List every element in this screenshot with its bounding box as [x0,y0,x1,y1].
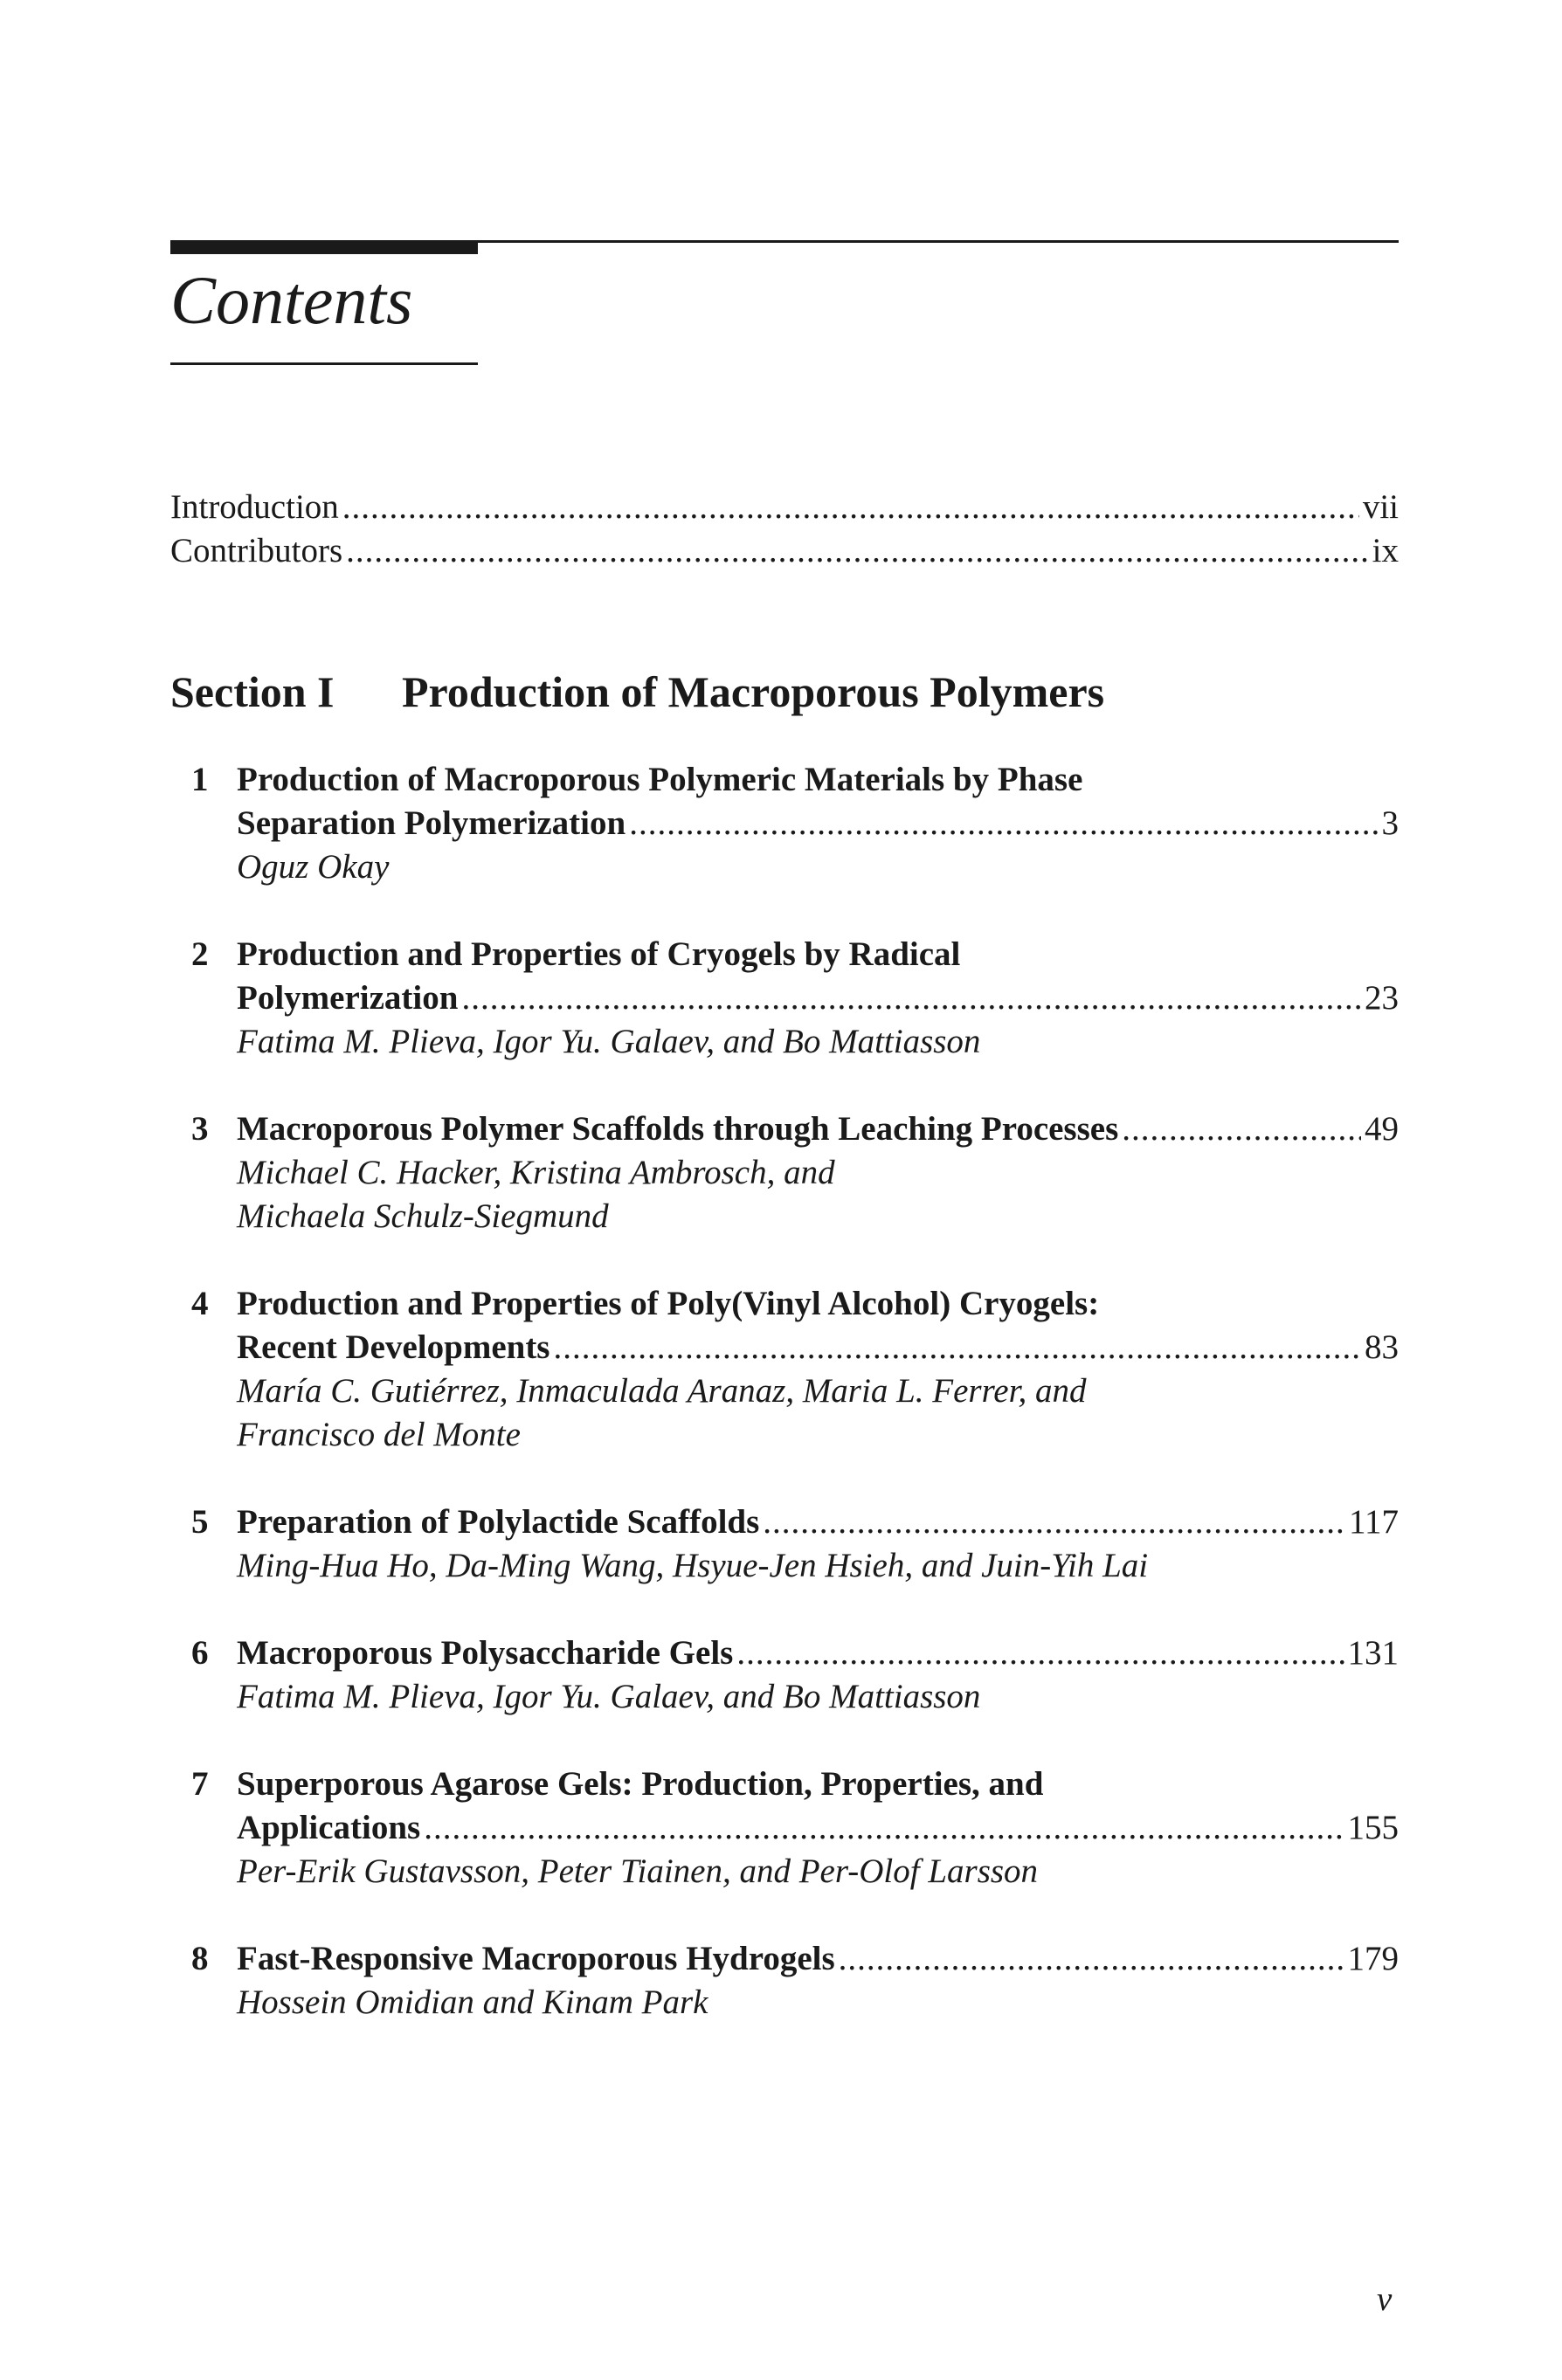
toc-chapter-3[interactable] [170,1107,1399,1238]
dot-leader [346,529,1368,573]
chapter-title-line: Production and Properties of Cryogels by Radical [237,935,961,973]
chapter-page: 49 [1365,1110,1399,1148]
dot-leader [553,1326,1361,1369]
toc-chapter-2[interactable] [170,933,1399,1064]
dot-leader [424,1806,1344,1850]
toc-entry-introduction[interactable] [170,486,1399,529]
chapter-title: Separation Polymerization [237,804,626,842]
dot-leader [1122,1107,1361,1151]
chapter-page: 23 [1365,979,1399,1017]
dot-leader [763,1500,1345,1544]
chapter-title: Fast-Responsive Macroporous Hydrogels [237,1940,835,1977]
toc-entry-page: ix [1372,532,1399,569]
chapter-authors: Hossein Omidian and Kinam Park [237,1983,708,2021]
chapter-authors: Oguz Okay [237,848,390,886]
chapter-number: 4 [191,1285,209,1322]
toc-chapter-5[interactable] [170,1500,1399,1588]
section-title: Production of Macroporous Polymers [402,667,1105,716]
page-number: v [1377,2280,1393,2318]
chapter-title: Macroporous Polymer Scaffolds through Leaching Processes [237,1110,1119,1148]
dot-leader [461,976,1361,1020]
chapter-authors: Per-Erik Gustavsson, Peter Tiainen, and Per-Olof Larsson [237,1852,1039,1890]
dot-leader [342,486,1359,529]
chapter-number: 1 [191,761,209,798]
chapter-page: 131 [1347,1634,1399,1672]
chapter-title: Recent Developments [237,1328,550,1366]
dot-leader [629,802,1378,845]
chapter-authors: Michael C. Hacker, Kristina Ambrosch, and [237,1154,835,1191]
toc-chapter-7[interactable] [170,1763,1399,1894]
chapter-title: Polymerization [237,979,459,1017]
chapter-number: 5 [191,1503,209,1541]
chapter-authors: Fatima M. Plieva, Igor Yu. Galaev, and Bo Mattiasson [237,1023,981,1060]
chapter-page: 83 [1365,1328,1399,1366]
chapter-number: 2 [191,935,209,973]
header-rule-thick [170,240,478,254]
chapter-title-line: Production of Macroporous Polymeric Materials by Phase [237,761,1083,798]
chapter-title: Applications [237,1809,421,1846]
chapter-authors: Ming-Hua Ho, Da-Ming Wang, Hsyue-Jen Hsieh, and Juin-Yih Lai [237,1547,1149,1584]
page-title: Contents [170,262,413,338]
title-underline [170,362,478,365]
chapter-number: 8 [191,1940,209,1977]
chapter-title-line: Superporous Agarose Gels: Production, Properties, and [237,1765,1044,1803]
chapter-page: 3 [1381,804,1399,842]
chapter-list [170,758,1399,2068]
chapter-title: Macroporous Polysaccharide Gels [237,1634,734,1672]
chapter-authors: María C. Gutiérrez, Inmaculada Aranaz, Maria L. Ferrer, and [237,1372,1087,1410]
chapter-page: 117 [1348,1503,1399,1541]
toc-entry-contributors[interactable] [170,529,1399,573]
toc-chapter-4[interactable] [170,1282,1399,1457]
section-number: Section I [170,667,335,716]
chapter-number: 3 [191,1110,209,1148]
dot-leader [736,1632,1344,1675]
toc-chapter-6[interactable] [170,1632,1399,1719]
chapter-authors: Michaela Schulz-Siegmund [237,1197,609,1235]
chapter-authors: Fatima M. Plieva, Igor Yu. Galaev, and Bo Mattiasson [237,1678,981,1715]
chapter-title: Preparation of Polylactide Scaffolds [237,1503,760,1541]
chapter-number: 6 [191,1634,209,1672]
chapter-title-line: Production and Properties of Poly(Vinyl Alcohol) Cryogels: [237,1285,1100,1322]
chapter-number: 7 [191,1765,209,1803]
chapter-authors: Francisco del Monte [237,1416,521,1453]
chapter-page: 179 [1347,1940,1399,1977]
toc-entry-label: Contributors [170,532,343,569]
toc-chapter-1[interactable] [170,758,1399,889]
section-heading [170,666,1104,718]
toc-chapter-8[interactable] [170,1937,1399,2025]
toc-entry-page: vii [1362,488,1399,526]
dot-leader [839,1937,1344,1981]
chapter-page: 155 [1347,1809,1399,1846]
toc-entry-label: Introduction [170,488,339,526]
